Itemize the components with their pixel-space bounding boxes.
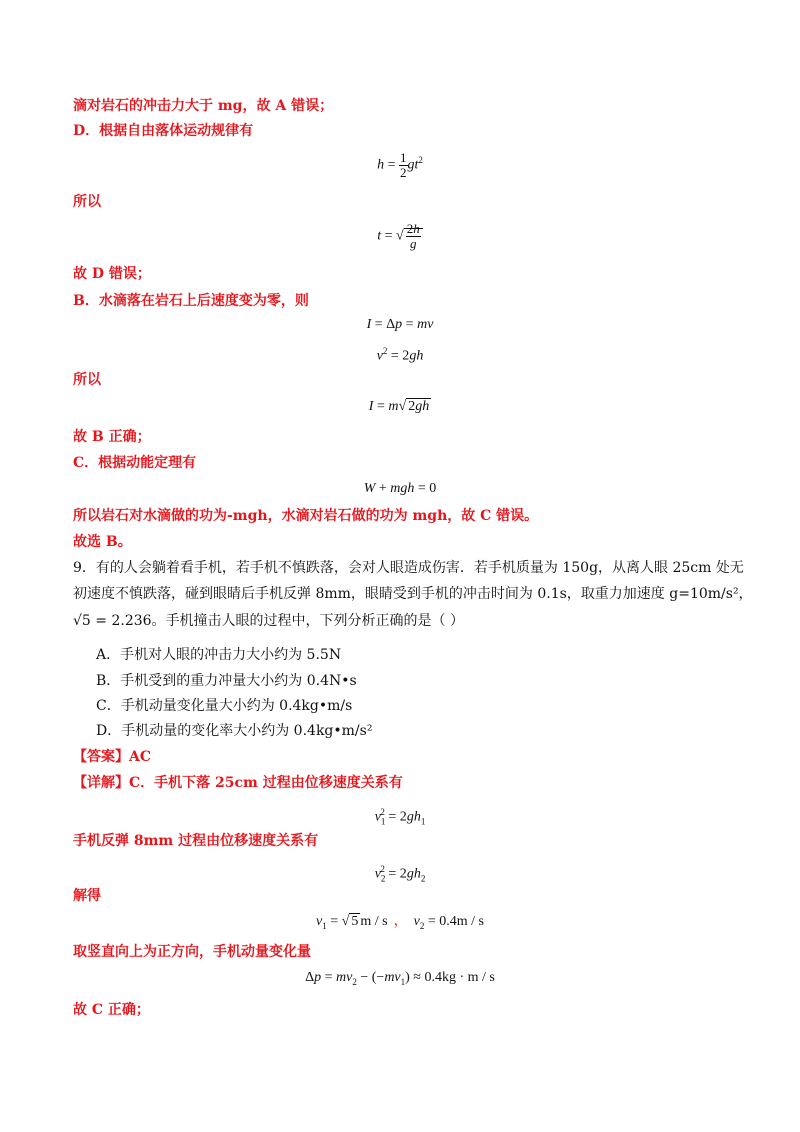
option-c: C．手机动量变化量大小约为 0.4kg•m/s <box>96 698 353 714</box>
option-d: D．手机动量的变化率大小约为 0.4kg•m/s² <box>96 723 373 739</box>
equation-momentum-text: $\Delta p = mv_2 - (-mv_1) \approx 0.4kg \cdot m / s$ <box>305 970 495 987</box>
text-line: B．水滴落在岩石上后速度变为零，则 <box>73 293 309 309</box>
text-line: 故选 B。 <box>73 534 132 550</box>
equation-t-text: t = √ $\frac{2h}{g}$ <box>377 222 422 251</box>
equation-h-text: h = $\frac{1}{2}$ $gt^2$ <box>377 149 423 180</box>
equation-momentum <box>0 968 800 992</box>
equation-impulse-text: I = Δp = mv <box>366 317 434 332</box>
text-line: 故 C 正确； <box>73 1002 150 1018</box>
question-line-text: 。手机撞击人眼的过程中，下列分析正确的是（ ） <box>151 613 464 629</box>
equation-v1-text: $v_1^2 = 2gh_1$ <box>374 807 426 827</box>
text-line: 所以 <box>73 194 101 210</box>
equation-v2b <box>0 859 800 888</box>
text-line: D．根据自由落体运动规律有 <box>73 123 254 139</box>
text-line: 故 B 正确； <box>73 429 151 445</box>
text-line: 解得 <box>73 888 101 904</box>
equation-impulse-final-text: I = m√ 2gh <box>368 399 430 414</box>
equation-t <box>0 222 800 251</box>
equation-impulse <box>0 315 800 335</box>
equation-h <box>0 150 800 180</box>
equation-work-text: W + mgh = 0 <box>363 481 437 496</box>
question-line-3 <box>73 611 464 631</box>
equation-v2 <box>0 341 800 367</box>
question-line: 9．有的人会躺着看手机，若手机不慎跌落，会对人眼造成伤害．若手机质量为 150g，从离人眼 25cm 处无 <box>73 560 744 576</box>
comma: ， <box>393 914 408 929</box>
question-line: 初速度不慎跌落，碰到眼睛后手机反弹 8mm，眼睛受到手机的冲击时间为 0.1s，取重力加速度 g=10m/s²， <box>73 586 753 602</box>
equation-work <box>0 479 800 499</box>
equation-impulse-final <box>0 397 800 417</box>
option-a: A．手机对人眼的冲击力大小约为 5.5N <box>96 647 342 663</box>
text-line: 故 D 错误； <box>73 266 151 282</box>
equation-v2-result: $v_2 = 0.4m / s$ <box>413 914 484 931</box>
equation-v1-result: $v_1$ = √ 5 m / s <box>316 914 388 931</box>
detail-line: 【详解】C．手机下落 25cm 过程由位移速度关系有 <box>73 775 403 791</box>
answer-label: 【答案】AC <box>73 749 152 765</box>
equation-v2b-text: $v_2^2 = 2gh_2$ <box>374 864 426 884</box>
equation-v2-text: $v^2 = 2gh$ <box>376 346 424 364</box>
text-line: 滴对岩石的冲击力大于 mg，故 A 错误； <box>73 98 334 114</box>
option-b: B．手机受到的重力冲量大小约为 0.4N•s <box>96 673 357 689</box>
equation-v1 <box>0 802 800 831</box>
text-line: 手机反弹 8mm 过程由位移速度关系有 <box>73 833 319 849</box>
text-line: 所以 <box>73 372 101 388</box>
text-line: 取竖直向上为正方向，手机动量变化量 <box>73 944 311 960</box>
text-line: 所以岩石对水滴做的功为-mgh，水滴对岩石做的功为 mgh，故 C 错误。 <box>73 508 539 524</box>
question-sqrt-value: √5 = 2.236 <box>73 613 152 629</box>
text-line: C．根据动能定理有 <box>73 455 197 471</box>
equation-velocities <box>0 912 800 936</box>
